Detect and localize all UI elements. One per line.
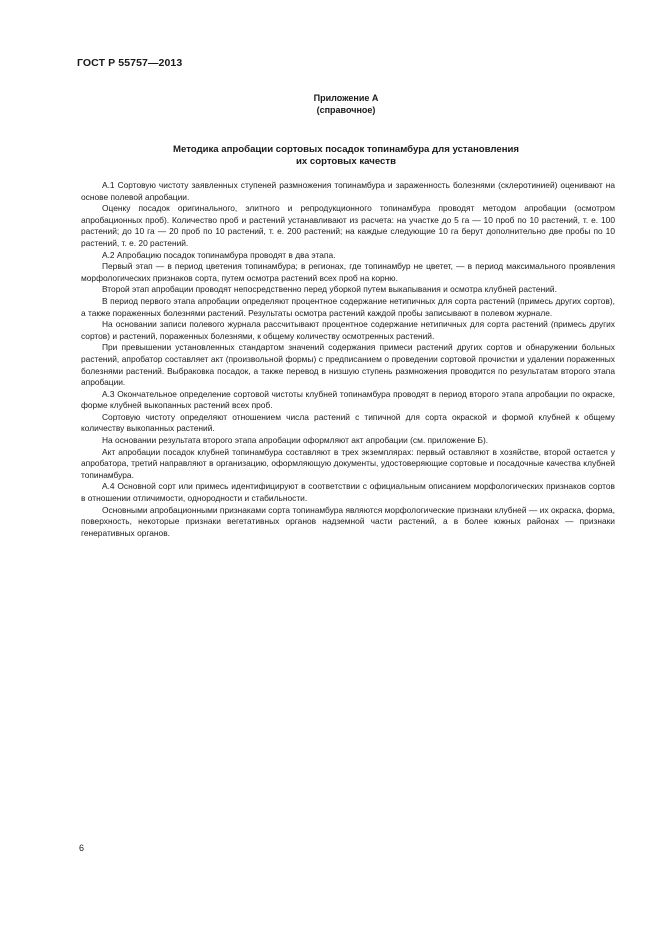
paragraph: Основными апробационными признаками сорта топинамбура являются морфологические признаки клубней — их окраска, форма, поверхность, некоторые признаки вегетативных органов надземной части растений, а в более южных районах — признаки генеративных органов. <box>81 504 615 538</box>
paragraph: А.4 Основной сорт или примесь идентифицируют в соответствии с официальным описанием морфологических признаков сортов в отношении отличимости, однородности и стабильности. <box>81 481 615 504</box>
paragraph: Второй этап апробации проводят непосредственно перед уборкой путем выкапывания и осмотра клубней растений. <box>102 284 557 295</box>
paragraph: Первый этап — в период цветения топинамбура; в регионах, где топинамбур не цветет, — в период максимального проявления морфологических признаков сорта, путем осмотра растений всех проб на корню. <box>81 261 615 283</box>
body-text <box>81 180 615 539</box>
paragraph: В период первого этапа апробации определяют процентное содержание нетипичных для сорта растений (примесь других сортов), а также пораженных болезнями растений. Результаты осмотра растений каждой пробы записывают в полевом журнале. <box>81 295 615 318</box>
paragraph: А.3 Окончательное определение сортовой чистоты клубней топинамбура проводят в период второго этапа апробации по окраске, форме клубней выкопанных растений всех проб. <box>81 388 615 411</box>
paragraph: Сортовую чистоту определяют отношением числа растений с типичной для сорта окраской и формой клубней к общему количеству выкопанных растений. <box>81 411 615 434</box>
page-number: 6 <box>79 843 85 853</box>
annex-heading <box>77 92 615 116</box>
annex-title: Приложение А <box>313 93 379 103</box>
annex-type: (справочное) <box>316 105 376 115</box>
document-title-line-2: их сортовых качеств <box>296 156 396 167</box>
paragraph: На основании результата второго этапа апробации оформляют акт апробации (см. приложение Б). <box>102 435 489 446</box>
document-title-line-1: Методика апробации сортовых посадок топинамбура для установления <box>173 144 519 155</box>
standard-header: ГОСТ Р 55757—2013 <box>77 57 183 69</box>
paragraph: Акт апробации посадок клубней топинамбура составляют в трех экземплярах: первый оставляют в хозяйстве, второй остается у апробатора, третий направляют в организацию, оформляющую документы, удостоверяющие сортовые и посадочные качества клубней топинамбура. <box>81 446 615 480</box>
paragraph: Оценку посадок оригинального, элитного и репродукционного топинамбура проводят методом апробации (осмотром апробационных проб). Количество проб и растений устанавливают из расчета: на участке до 5 га — 10 проб по 10 растений, т. е. 100 растений; до 10 га — 20 проб по 10 растений, т. е. 200 растений; на каждые следующие 10 га берут дополнительно две пробы по 10 растений, т. е. 20 растений. <box>81 203 615 248</box>
paragraph: На основании записи полевого журнала рассчитывают процентное содержание нетипичных для сорта растений (примесь других сортов) и растений, пораженных болезнями, к общему количеству осмотренных растений. <box>81 319 615 341</box>
paragraph: А.2 Апробацию посадок топинамбура проводят в два этапа. <box>102 249 336 260</box>
paragraph: А.1 Сортовую чистоту заявленных ступеней размножения топинамбура и зараженность болезнями (склеротинией) оценивают на основе полевой апробации. <box>81 180 615 202</box>
paragraph: При превышении установленных стандартом значений содержания примеси растений других сортов и обнаружении больных растений, апробатор составляет акт (произвольной формы) с предписанием о проведении сортовой прочистки и удалении пораженных болезнями растений. Выбраковка посадок, а также перевод в низшую ступень размножения проводится по результатам второго этапа апробации. <box>81 342 615 388</box>
document-title <box>77 144 615 168</box>
